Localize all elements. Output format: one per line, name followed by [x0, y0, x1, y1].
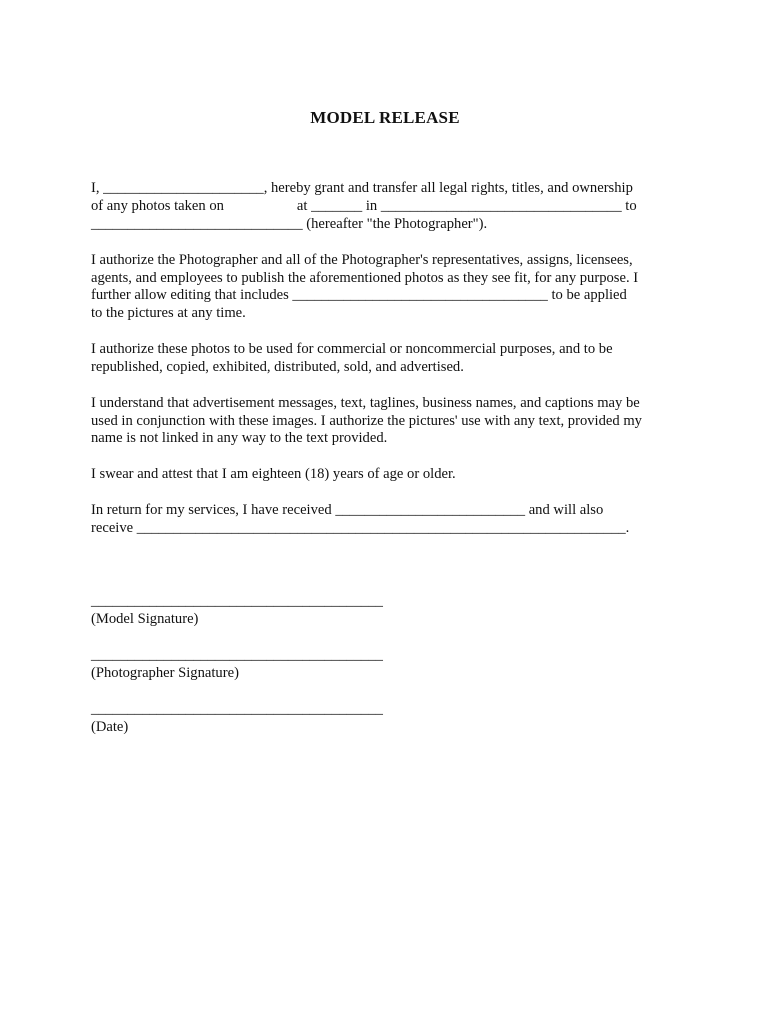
photographer-signature-label: (Photographer Signature)	[91, 665, 239, 681]
paragraph-1-line-3: _____________________________ (hereafter "the Photographer").	[91, 216, 488, 232]
paragraph-2-line-2: agents, and employees to publish the aforementioned photos as they see fit, for any purpose. I	[91, 270, 639, 286]
paragraph-6-line-2: receive ___________________________________________________________________.	[91, 520, 630, 536]
paragraph-4-line-1: I understand that advertisement messages, text, taglines, business names, and captions may be	[91, 395, 640, 411]
paragraph-2-line-4: to the pictures at any time.	[91, 305, 246, 321]
paragraph-5-line-1: I swear and attest that I am eighteen (18) years of age or older.	[91, 466, 456, 482]
model-signature-label: (Model Signature)	[91, 611, 199, 627]
date-line[interactable]: ________________________________________	[91, 701, 383, 717]
paragraph-2-line-3: further allow editing that includes ___________________________________ to be applied	[91, 287, 627, 303]
paragraph-3-line-1: I authorize these photos to be used for commercial or noncommercial purposes, and to be	[91, 341, 613, 357]
paragraph-1-line-2: of any photos taken on at _______ in _________________________________ to	[91, 198, 637, 214]
photographer-signature-line[interactable]: ________________________________________	[91, 647, 383, 663]
document-title: MODEL RELEASE	[310, 108, 460, 127]
paragraph-3-line-2: republished, copied, exhibited, distributed, sold, and advertised.	[91, 359, 464, 375]
model-signature-line[interactable]: ________________________________________	[91, 593, 383, 609]
paragraph-6-line-1: In return for my services, I have received __________________________ and will also	[91, 502, 604, 518]
paragraph-2-line-1: I authorize the Photographer and all of the Photographer's representatives, assigns, licensees,	[91, 252, 633, 268]
date-label: (Date)	[91, 719, 129, 735]
paragraph-4-line-3: name is not linked in any way to the text provided.	[91, 430, 388, 446]
paragraph-4-line-2: used in conjunction with these images. I authorize the pictures' use with any text, provided my	[91, 413, 642, 429]
paragraph-1-line-1: I, ______________________, hereby grant and transfer all legal rights, titles, and ownership	[91, 180, 633, 196]
